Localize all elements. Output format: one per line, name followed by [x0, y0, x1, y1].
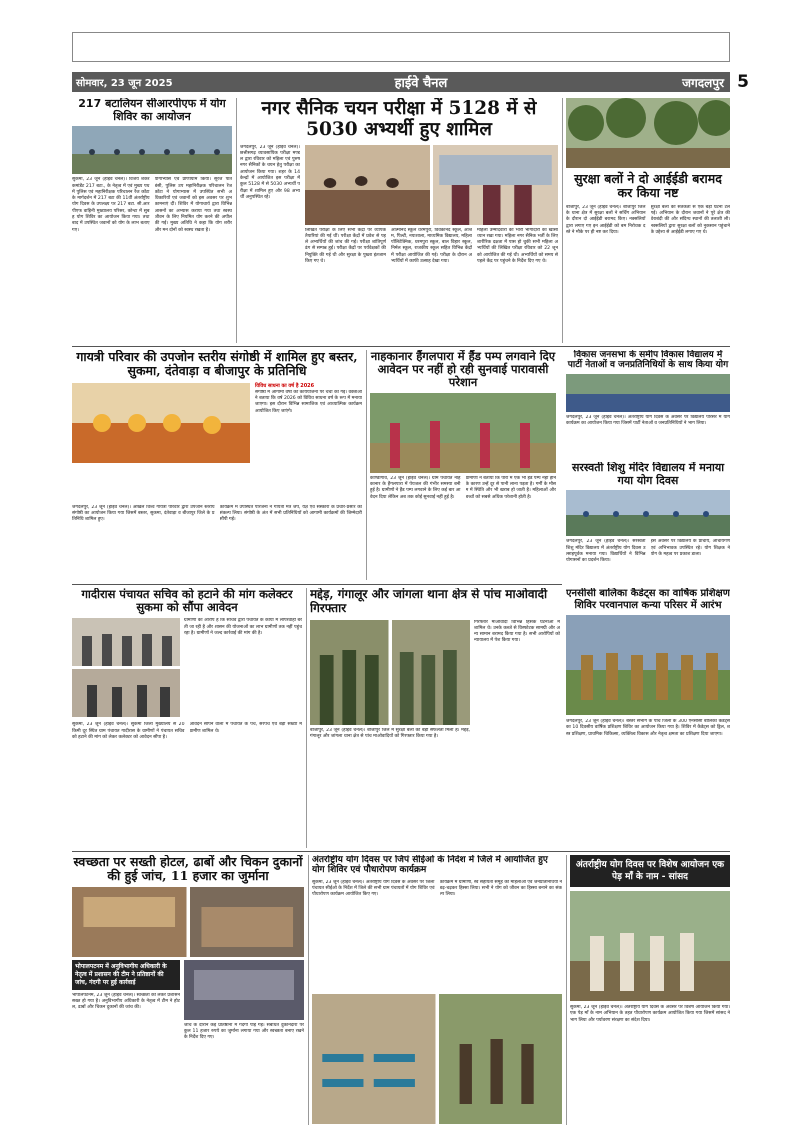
article-body: सुकमा, 23 जून (हाईवे चैनल)। सुकमा जिला मुख्यालय से 20 किमी दूर स्थित ग्राम पंचायत गादीरास के ग्रामीणों ने पंचायत सचिव को हटाने की मांग को लेकर कलेक्टर को आवेदन सौंपा है। [72, 722, 185, 741]
article-body: कार्यक्रम में उपस्थित परिजनों ने गायत्री मंत्र जप, यज्ञ एवं संस्कारों के प्रचार-प्रसार का संकल्प लिया। संगोष्ठी के अंत में सभी प्रतिनिधियों को आगामी कार्यक्रमों की जिम्मेदारी सौंपी गई। [219, 504, 362, 523]
article-body: ग्रामीणों का आरोप है कि सचिव द्वारा पंचायत के कार्यों में लापरवाही बरती जा रही है और शासन की योजनाओं का लाभ ग्रामीणों तक नहीं पहुंच रहा है। ग्रामीणों ने जल्द कार्रवाई की मांग की है। [184, 618, 302, 637]
article-handpump-demand [370, 350, 556, 580]
article-headline: मद्देड़, गंगालूर और जांगला थाना क्षेत्र से पांच माओवादी गिरफ्तार [310, 588, 548, 615]
article-headline: एनसीसी बालिका कैडेट्स का वार्षिक प्रशिक्षण शिविर परवानपाल कन्या परिसर में आरंभ [566, 588, 730, 611]
photo-mp-plantation [570, 891, 730, 1001]
photo-exam-hall [305, 145, 430, 225]
article-body: आत्मानंद स्कूल धरमपुरा, विवेकानंद स्कूल, आश्रम, पिल्टी, नयाशाला, माध्यमिक विद्यालय, महिला पॉलिटेक्निक, धरमपुरा स्कूल, बाल विहार स्कूल, निर्मल स्कूल, राजकीय स्कूल सहित विभिन्न केंद्रों में परीक्षा आयोजित की गई। परीक्षा के दौरान अभ्यर्थियों में काफी उत्साह देखा गया। [391, 227, 472, 265]
page-number: 5 [730, 72, 756, 92]
top-ad-box [72, 32, 730, 62]
article-body: गिरफ्तार माओवादी विभिन्न हिंसक घटनाओं में शामिल थे। उनके कब्जे से विस्फोटक सामग्री और अन्य सामान बरामद किया गया है। सभी आरोपियों को न्यायालय में पेश किया गया। [474, 619, 560, 644]
photo-seminar [72, 383, 250, 463]
masthead-band [72, 72, 730, 92]
article-body: बीजापुर, 23 जून (हाईवे चैनल)। बीजापुर जिले के थाना क्षेत्र में सुरक्षा बलों ने सर्चिंग अभियान के दौरान दो आईईडी बरामद किए। नक्सलियों द्वारा लगाए गए इन आईईडी को बम निरोधक दस्ते ने मौके पर ही नष्ट कर दिया। [566, 204, 646, 235]
article-body: आवेदन सौंपने वालों में पंचायत के पंच, सरपंच एवं बड़ी संख्या में ग्रामीण शामिल थे। [189, 722, 302, 734]
edition-city: जगदलपुर [682, 75, 724, 90]
photo-police-arrest-1 [310, 620, 389, 725]
channel-name: हाईवे चैनल [394, 76, 448, 91]
article-body: बीजापुर, 23 जून (हाईवे चैनल)। बीजापुर जिले में सुरक्षा बलों को बड़ी सफलता मिली है। मद्देड़, गंगालूर और जांगला थाना क्षेत्र से पांच माओवादियों को गिरफ्तार किया गया है। [310, 727, 470, 739]
article-ied-recovered [566, 98, 730, 343]
article-subhead: विविध साधना का वर्ष है 2026 [255, 382, 315, 389]
article-headline: 217 बटालियन सीआरपीएफ में योग शिविर का आयोजन [78, 98, 226, 123]
article-headline: गायत्री परिवार की उपजोन स्तरीय संगोष्ठी में शामिल हुए बस्तर, सुकमा, दंतेवाड़ा व बीजापुर के प्रतिनिधि [76, 350, 358, 379]
article-body: महिला उम्मीदवारों की भारी भागीदारी का खासा ध्यान रखा गया। महिला नगर सैनिक भर्ती के लिए शारीरिक दक्षता में पास हो चुकी सभी महिला अभ्यर्थियों की लिखित परीक्षा रविवार को 22 जून को आयोजित की गई थी। अभ्यर्थियों को समय से पहले केंद्र पर पहुंचने के निर्देश दिए गए थे। [477, 227, 558, 265]
photo-caption: भोपालपटनम में अनुविभागीय अधिकारी के नेतृत्व में प्रशासन की टीम ने प्रतिष्ठानों की जांच, गंदगी पर हुई कार्रवाई [72, 960, 180, 990]
article-home-guard-exam [240, 98, 558, 343]
photo-party-yoga [566, 374, 730, 412]
article-headline: नाहकानार हैंगलपारा में हैंड पम्प लगवाने दिए आवेदन पर नहीं हो रही सुनवाई पारावासी परेशान [370, 350, 556, 390]
article-maoists-arrested [310, 588, 560, 848]
article-headline: स्वच्छता पर सख्ती होटल, ढाबों और चिकन दुकानों की हुई जांच, 11 हजार का जुर्माना [73, 855, 303, 884]
article-party-yoga [566, 350, 730, 460]
article-headline: सुरक्षा बलों ने दो आईईडी बरामद कर किया नष्ट [574, 171, 722, 201]
article-gadiras-secretary [72, 588, 302, 848]
article-headline: गादीरास पंचायत सचिव को हटाने की मांग कलेक्टर सुकमा को सौंपा आवेदन [81, 588, 293, 615]
article-body: सुकमा, 23 जून (हाईवे चैनल)। विजय शंकर कमांडेंट 217 बटा., के नेतृत्व में एवं मुख्य पथ में पुलिस एवं महानिरीक्षक परिचालन रेंज कोंटा के मार्गदर्शन में 217 बटा की 11वीं अंतर्राष्ट्रीय योग दिवस के उपलक्ष्य पर 217 बटा. सी.आरपीएफ वाहिनी मुख्यालय परिसर, कोन्टा में सुबह योग शिविर का आयोजन किया गया। तथा बाद में उपस्थित जवानों को योग के लाभ बताए गए। [72, 177, 150, 233]
article-body: सुकमा, 23 जून (हाईवे चैनल)। अंतर्राष्ट्रीय योग दिवस के अवसर पर विशेष आयोजन किया गया। एक पेड़ माँ के नाम अभियान के तहत पौधारोपण कार्यक्रम आयोजित किया गया जिसमें सांसद ने भाग लिया और पर्यावरण संरक्षण का संदेश दिया। [570, 1005, 730, 1023]
photo-plantation [439, 994, 563, 1124]
article-hygiene-drive [72, 855, 304, 1125]
article-body: जगदलपुर, 23 जून (हाईवे चैनल)। अखिल विश्व गायत्री परिवार द्वारा उपजोन स्तरीय संगोष्ठी का आयोजन किया गया जिसमें बस्तर, सुकमा, दंतेवाड़ा व बीजापुर जिले के प्रतिनिधि शामिल हुए। [72, 504, 215, 523]
article-headline: विकास जनसभा के समीप विकास विद्यालय में पार्टी नेताओं व जनप्रतिनिधियों के साथ किया योग [567, 350, 729, 371]
article-shishu-mandir-yoga [566, 462, 730, 582]
photo-hotel-kitchen [72, 887, 187, 957]
article-gayatri-seminar [72, 350, 362, 580]
photo-forest [566, 98, 730, 168]
photo-chicken-shop [184, 960, 304, 1020]
photo-yoga-camp [72, 126, 232, 174]
article-body: सुरक्षा बलों की सतर्कता से एक बड़ी घटना टल गई। अभियान के दौरान जवानों ने पूरे क्षेत्र की घेराबंदी की और संदिग्ध स्थानों की तलाशी ली। नक्सलियों द्वारा सुरक्षा बलों को नुकसान पहुंचाने के उद्देश्य से आईईडी लगाए गए थे। [650, 204, 730, 235]
article-body: लिखित परीक्षा के लिए सभी केंद्रों पर व्यापक तैयारियां की गई थीं। परीक्षा केंद्रों में प्रवेश से पहले अभ्यर्थियों की जांच की गई। परीक्षा शांतिपूर्ण ढंग से सम्पन्न हुई। परीक्षा केंद्रों पर पर्यवेक्षकों की नियुक्ति की गई थी और सुरक्षा के पुख्ता इंतजाम किए गए थे। [305, 227, 386, 265]
article-body: जगदलपुर, 23 जून (हाईवे चैनल)। बस्तर संभाग के पांच जिलों के 300 एनसीसी बालिका कैडेट्स का 10 दिवसीय वार्षिक प्रशिक्षण शिविर का आयोजन किया गया है। शिविर में कैडेट्स को ड्रिल, शस्त्र प्रशिक्षण, प्राथमिक चिकित्सा, व्यक्तित्व विकास और नेतृत्व क्षमता का प्रशिक्षण दिया जाएगा। [566, 719, 730, 737]
article-body: कार्यक्रम में ग्रामीणों, स्व सहायता समूह की महिलाओं एवं जनप्रतिनिधियों ने बढ़-चढ़कर हिस्सा लिया। सभी ने योग को जीवन का हिस्सा बनाने का संकल्प लिया। [439, 879, 562, 898]
article-zp-ceo-yoga [312, 855, 562, 1125]
article-body: योगाभ्यास एवं प्राणायाम किया। सूरज पात बंसी, पुलिस उप महानिरीक्षक परिचालन रेंज कोंटा ने योगाभ्यास में उपस्थित सभी अधिकारियों एवं जवानों को इस अवसर पर शुभकामनाएं दीं। शिविर में योगाचार्य द्वारा विभिन्न आसनों का अभ्यास कराया गया तथा स्वस्थ जीवन के लिए नियमित योग करने की अपील की गई। मुख्य अतिथि ने कहा कि योग शरीर और मन दोनों को स्वस्थ रखता है। [154, 177, 232, 233]
article-body: जगदलपुर, 23 जून (हाईवे चैनल)। अंतर्राष्ट्रीय योग दिवस के अवसर पर विद्यालय परिसर में योग कार्यक्रम का आयोजन किया गया जिसमें पार्टी नेताओं व जनप्रतिनिधियों ने भाग लिया। [566, 414, 730, 426]
photo-village-women [370, 393, 556, 473]
photo-villagers-2 [72, 669, 180, 717]
article-body: ग्रामीणों ने बताया कि पारा में एक भी हैंड पम्प नहीं होने के कारण उन्हें दूर से पानी लाना पड़ता है। गर्मी के मौसम में स्थिति और भी खराब हो जाती है। महिलाओं और बच्चों को सबसे अधिक परेशानी होती है। [465, 475, 556, 500]
article-yoga-crpf [72, 98, 232, 280]
article-body: संगोष्ठी में आगामी वर्षों की कार्ययोजना पर चर्चा की गई। वक्ताओं ने बताया कि वर्ष 2026 को विविध साधना वर्ष के रूप में मनाया जाएगा। इस दौरान विभिन्न सामाजिक एवं आध्यात्मिक कार्यक्रम आयोजित किए जाएंगे। [255, 389, 362, 414]
article-body: इस अवसर पर विद्यालय के प्राचार्य, आचार्यगण एवं अभिभावक उपस्थित रहे। योग शिक्षक ने योग के महत्व पर प्रकाश डाला। [650, 539, 730, 557]
photo-villagers-1 [72, 618, 180, 666]
photo-police-arrest-2 [392, 620, 471, 725]
article-ek-ped-maa-ke-naam [570, 855, 730, 1125]
article-headline: सरस्वती शिशु मंदिर विद्यालय में मनाया गया योग दिवस [571, 462, 725, 487]
photo-exam-candidates [433, 145, 558, 225]
photo-yoga-mats [312, 994, 436, 1124]
photo-students-yoga [566, 490, 730, 536]
article-headline: नगर सैनिक चयन परीक्षा में 5128 में से 5030 अभ्यर्थी हुए शामिल [261, 98, 537, 141]
article-body: सुकमा, 23 जून (हाईवे चैनल)। अंतर्राष्ट्रीय योग दिवस के अवसर पर जिला पंचायत सीईओ के निर्देश में जिले की सभी ग्राम पंचायतों में योग शिविर एवं पौधारोपण कार्यक्रम आयोजित किए गए। [312, 879, 435, 898]
article-body: जगदलपुर, 23 जून (हाईवे चैनल)। छत्तीसगढ़ व्यावसायिक परीक्षा मण्डल द्वारा रविवार को महिला एवं पुरुष नगर सैनिकों के चयन हेतु परीक्षा का आयोजन किया गया। शहर के 14 केन्द्रों में आयोजित इस परीक्षा में कुल 5128 में से 5030 अभ्यर्थी परीक्षा में शामिल हुए और 98 अभ्यर्थी अनुपस्थित रहे। [240, 144, 300, 200]
article-headline: अंतर्राष्ट्रीय योग दिवस पर जिपं सीईओ के निर्देश में जिले में आयोजित हुए योग शिविर एवं पौधारोपण कार्यक्रम [312, 855, 548, 876]
article-body: कोण्डागांव, 23 जून (हाईवे चैनल)। ग्राम पंचायत नाहकानार के हैंगलपारा में पेयजल की गंभीर समस्या बनी हुई है। ग्रामीणों ने हैंड पम्प लगवाने के लिए कई बार आवेदन दिया लेकिन अब तक कोई सुनवाई नहीं हुई है। [370, 475, 461, 500]
photo-dhaba [190, 887, 305, 957]
article-body: भोपालपटनम, 23 जून (हाईवे चैनल)। स्वच्छता को लेकर प्रशासन सख्त हो गया है। अनुविभागीय अधिकारी के नेतृत्व में टीम ने होटल, ढाबों और चिकन दुकानों की जांच की। [72, 992, 180, 1011]
article-body: जगदलपुर, 23 जून (हाईवे चैनल)। सरस्वती शिशु मंदिर विद्यालय में अंतर्राष्ट्रीय योग दिवस उत्साहपूर्वक मनाया गया। विद्यार्थियों ने विभिन्न योगासनों का प्रदर्शन किया। [566, 539, 646, 564]
article-ncc-camp [566, 588, 730, 848]
article-body: जांच के दौरान कई प्रतिष्ठानों में गंदगी पाई गई। संबंधित दुकानदारों पर कुल 11 हजार रुपये का जुर्माना लगाया गया और स्वच्छता बनाए रखने के निर्देश दिए गए। [184, 1022, 304, 1041]
article-headline: अंतर्राष्ट्रीय योग दिवस पर विशेष आयोजन एक पेड़ माँ के नाम - सांसद [570, 855, 730, 887]
photo-ncc-cadets [566, 615, 730, 715]
issue-date: सोमवार, 23 जून 2025 [76, 78, 173, 89]
